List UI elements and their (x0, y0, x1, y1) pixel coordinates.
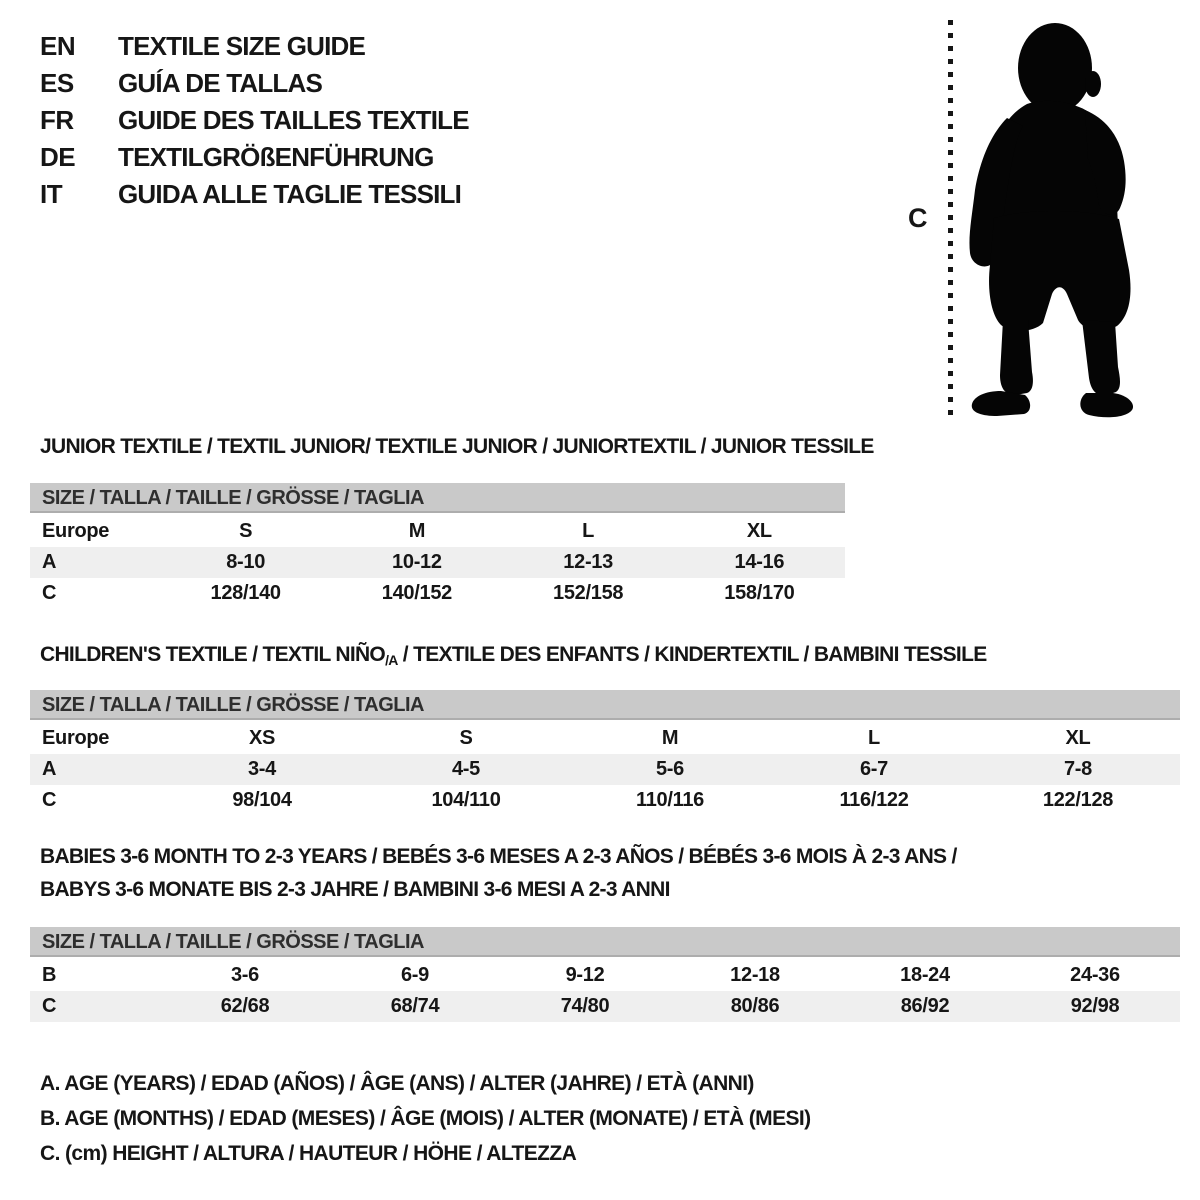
children-title-subscript: /A (385, 652, 398, 668)
height-measure-figure (900, 0, 1200, 430)
value-cell: 98/104 (232, 789, 292, 811)
value-cell: 4-5 (451, 758, 480, 780)
value-cell: 92/98 (1070, 995, 1120, 1017)
value-cell: 7-8 (1063, 758, 1092, 780)
row-label: Europe (42, 520, 110, 542)
measurement-legend (40, 1066, 811, 1171)
page-title-fr: GUIDE DES TAILLES TEXTILE (118, 105, 469, 135)
language-row-en (40, 28, 469, 65)
language-code-fr: FR (40, 105, 74, 135)
children-section-title (40, 643, 987, 668)
babies-section-title-line2: BABYS 3-6 MONATE BIS 2-3 JAHRE / BAMBINI 3-6 MESI A 2-3 ANNI (40, 878, 670, 901)
value-cell: 116/122 (839, 789, 909, 811)
value-cell: 122/128 (1042, 789, 1114, 811)
size-cell: S (459, 727, 473, 749)
size-cell: XS (248, 727, 276, 749)
children-title-text: / TEXTILE DES ENFANTS / KINDERTEXTIL / BAMBINI TESSILE (397, 643, 987, 666)
row-label: Europe (42, 727, 110, 749)
value-cell: 14-16 (734, 551, 785, 573)
row-label: C (42, 789, 57, 811)
value-cell: 62/68 (220, 995, 270, 1017)
value-cell: 110/116 (636, 789, 704, 811)
language-row-es (40, 65, 469, 102)
size-cell: S (239, 520, 253, 542)
value-cell: 6-7 (859, 758, 888, 780)
value-cell: 128/140 (210, 582, 281, 604)
size-cell: L (868, 727, 880, 749)
value-cell: 140/152 (381, 582, 452, 604)
table-row (30, 547, 845, 578)
language-row-de (40, 139, 469, 176)
size-cell: M (408, 520, 426, 542)
row-label: A (42, 758, 57, 780)
value-cell: 6-9 (400, 964, 429, 986)
value-cell: 3-6 (230, 964, 259, 986)
height-dashed-line (948, 20, 953, 416)
value-cell: 74/80 (560, 995, 610, 1017)
row-label: C (42, 995, 57, 1017)
value-cell: 12-13 (563, 551, 613, 573)
children-title-text: CHILDREN'S TEXTILE / TEXTIL NIÑO (40, 643, 386, 666)
children-table-header: SIZE / TALLA / TAILLE / GRÖSSE / TAGLIA (30, 690, 1180, 720)
language-code-de: DE (40, 142, 76, 172)
table-row (30, 991, 1180, 1022)
babies-table-header: SIZE / TALLA / TAILLE / GRÖSSE / TAGLIA (30, 927, 1180, 957)
junior-table-header: SIZE / TALLA / TAILLE / GRÖSSE / TAGLIA (30, 483, 845, 513)
value-cell: 5-6 (655, 758, 684, 780)
table-row (30, 516, 845, 547)
value-cell: 10-12 (392, 551, 442, 573)
row-label: B (42, 964, 57, 986)
size-cell: L (582, 520, 595, 542)
page-title-es: GUÍA DE TALLAS (118, 68, 323, 98)
size-cell: M (661, 727, 679, 749)
table-row (30, 785, 1180, 816)
page-title-en: TEXTILE SIZE GUIDE (118, 31, 366, 61)
value-cell: 8-10 (226, 551, 266, 573)
junior-section-title: JUNIOR TEXTILE / TEXTIL JUNIOR/ TEXTILE JUNIOR / JUNIORTEXTIL / JUNIOR TESSILE (40, 435, 874, 458)
size-cell: XL (746, 520, 772, 542)
page-title-it: GUIDA ALLE TAGLIE TESSILI (118, 179, 462, 209)
value-cell: 68/74 (390, 995, 440, 1017)
toddler-silhouette-icon (967, 20, 1137, 420)
legend-line-a: A. AGE (YEARS) / EDAD (AÑOS) / ÂGE (ANS) / ALTER (JAHRE) / ETÀ (ANNI) (40, 1072, 754, 1095)
table-row (30, 723, 1180, 754)
value-cell: 12-18 (730, 964, 780, 986)
value-cell: 86/92 (900, 995, 950, 1017)
table-row (30, 578, 845, 609)
language-title-block (40, 28, 469, 213)
value-cell: 9-12 (565, 964, 605, 986)
language-code-it: IT (40, 179, 63, 209)
junior-size-table (30, 483, 845, 609)
language-code-en: EN (40, 31, 76, 61)
value-cell: 18-24 (900, 964, 950, 986)
height-measure-label: C (908, 203, 928, 233)
row-label: C (42, 582, 57, 604)
row-label: A (42, 551, 57, 573)
language-row-fr (40, 102, 469, 139)
legend-line-b: B. AGE (MONTHS) / EDAD (MESES) / ÂGE (MOIS) / ALTER (MONATE) / ETÀ (MESI) (40, 1107, 811, 1130)
babies-section-title-line1: BABIES 3-6 MONTH TO 2-3 YEARS / BEBÉS 3-6 MESES A 2-3 AÑOS / BÉBÉS 3-6 MOIS À 2-3 ANS / (40, 845, 957, 868)
value-cell: 24-36 (1070, 964, 1120, 986)
value-cell: 158/170 (724, 582, 795, 604)
babies-size-table (30, 927, 1180, 1022)
table-row (30, 960, 1180, 991)
language-row-it (40, 176, 469, 213)
value-cell: 80/86 (730, 995, 780, 1017)
table-row (30, 754, 1180, 785)
legend-line-c: C. (cm) HEIGHT / ALTURA / HAUTEUR / HÖHE / ALTEZZA (40, 1142, 577, 1165)
page-title-de: TEXTILGRÖßENFÜHRUNG (118, 142, 434, 172)
language-code-es: ES (40, 68, 74, 98)
value-cell: 152/158 (553, 582, 624, 604)
children-size-table (30, 690, 1180, 816)
value-cell: 3-4 (247, 758, 276, 780)
size-cell: XL (1065, 727, 1091, 749)
value-cell: 104/110 (431, 789, 501, 811)
